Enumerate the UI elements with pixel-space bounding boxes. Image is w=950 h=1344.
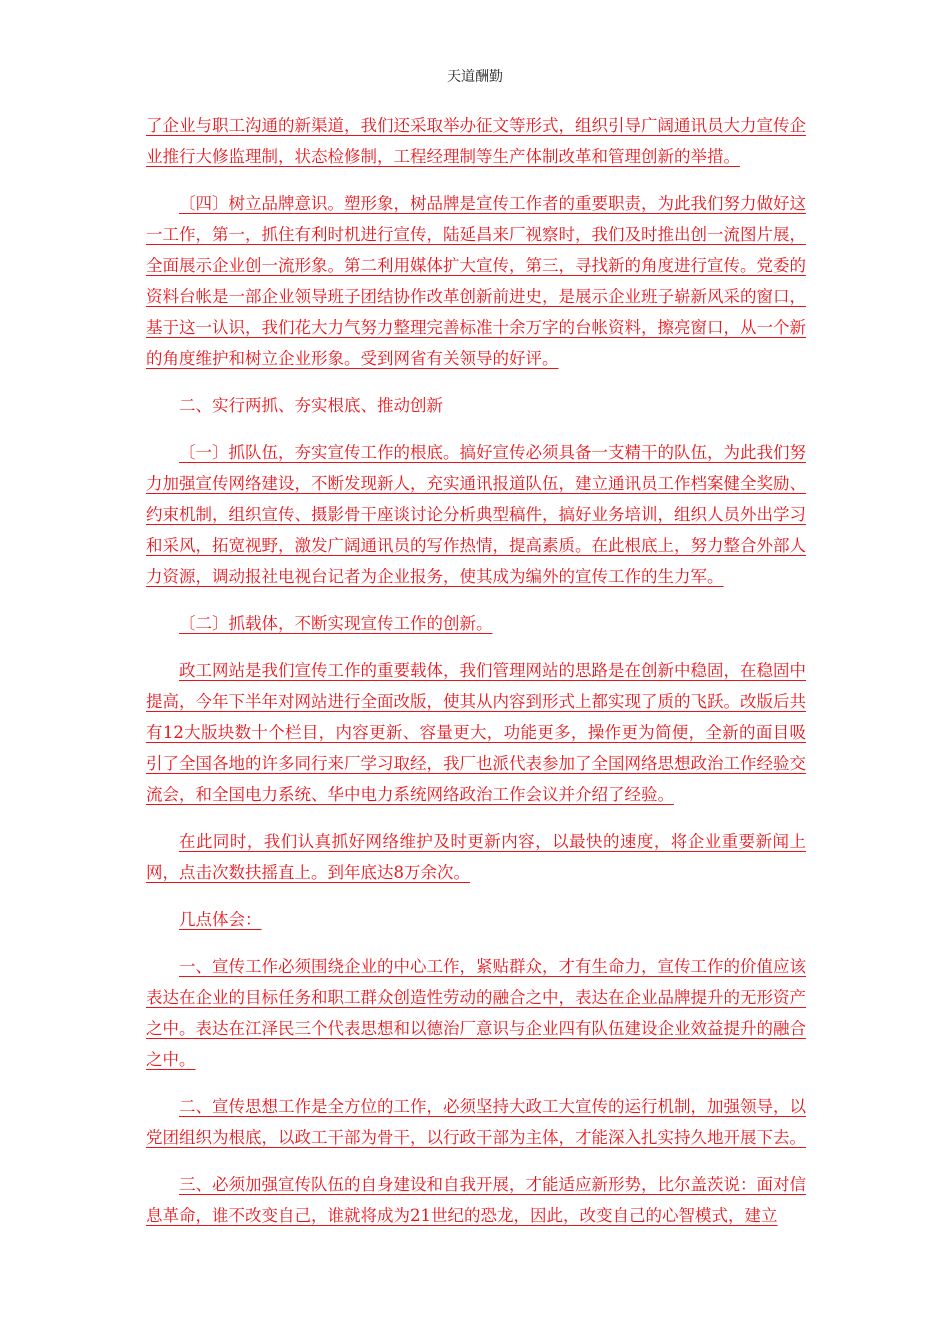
paragraph-insight-three: 三、必须加强宣传队伍的自身建设和自我开展，才能适应新形势，比尔盖茨说：面对信息革命，谁不改变自己，谁就将成为21世纪的恐龙，因此，改变自己的心智模式，建立 — [146, 1175, 806, 1225]
paragraph-team-building: 〔一〕抓队伍，夯实宣传工作的根底。搞好宣传必须具备一支精干的队伍，为此我们努力加强宣传网络建设，不断发现新人，充实通讯报道队伍，建立通讯员工作档案健全奖励、约束机制，组织宣传、摄影骨干座谈讨论分析典型稿件，搞好业务培训，组织人员外出学习和采风，拓宽视野，激发广阔通讯员的写作热情，提高素质。在此根底上，努力整合外部人力资源，调动报社电视台记者为企业报务，使其成为编外的宣传工作的生力军。 — [146, 443, 806, 586]
page-header: 天道酬勤 — [447, 69, 503, 85]
paragraph-maintenance: 在此同时，我们认真抓好网络维护及时更新内容，以最快的速度，将企业重要新闻上网，点击次数扶摇直上。到年底达8万余次。 — [146, 832, 806, 882]
document-body — [146, 110, 806, 1247]
paragraph-website: 政工网站是我们宣传工作的重要载体，我们管理网站的思路是在创新中稳固，在稳固中提高，今年下半年对网站进行全面改版，使其从内容到形式上都实现了质的飞跃。改版后共有12大版块数十个栏目，内容更新、容量更大，功能更多，操作更为简便，全新的面目吸引了全国各地的许多同行来厂学习取经，我厂也派代表参加了全国网络思想政治工作经验交流会，和全国电力系统、华中电力系统网络政治工作会议并介绍了经验。 — [146, 661, 806, 804]
paragraph-carrier-heading: 〔二〕抓载体，不断实现宣传工作的创新。 — [179, 614, 493, 633]
paragraph-insight-two: 二、宣传思想工作是全方位的工作，必须坚持大政工大宣传的运行机制，加强领导，以党团组织为根底，以政工干部为骨干，以行政干部为主体，才能深入扎实持久地开展下去。 — [146, 1097, 806, 1147]
paragraph-brand-awareness: 〔四〕树立品牌意识。塑形象，树品牌是宣传工作者的重要职责，为此我们努力做好这一工作，第一，抓住有利时机进行宣传，陆延昌来厂视察时，我们及时推出创一流图片展，全面展示企业创一流形象。第二利用媒体扩大宣传，第三，寻找新的角度进行宣传。党委的资料台帐是一部企业领导班子团结协作改革创新前进史，是展示企业班子崭新风采的窗口，基于这一认识，我们花大力气努力整理完善标准十余万字的台帐资料，擦亮窗口，从一个新的角度维护和树立企业形象。受到网省有关领导的好评。 — [146, 194, 806, 368]
section-heading-two: 二、实行两抓、夯实根底、推动创新 — [179, 396, 443, 415]
paragraph-continuation: 了企业与职工沟通的新渠道，我们还采取举办征文等形式，组织引导广阔通讯员大力宣传企业推行大修监理制，状态检修制，工程经理制等生产体制改革和管理创新的举措。 — [146, 116, 806, 166]
paragraph-insight-one: 一、宣传工作必须围绕企业的中心工作，紧贴群众，才有生命力，宣传工作的价值应该表达在企业的目标任务和职工群众创造性劳动的融合之中，表达在企业品牌提升的无形资产之中。表达在江泽民三个代表思想和以德治厂意识与企业四有队伍建设企业效益提升的融合之中。 — [146, 957, 806, 1069]
paragraph-insights-heading: 几点体会： — [179, 910, 262, 929]
